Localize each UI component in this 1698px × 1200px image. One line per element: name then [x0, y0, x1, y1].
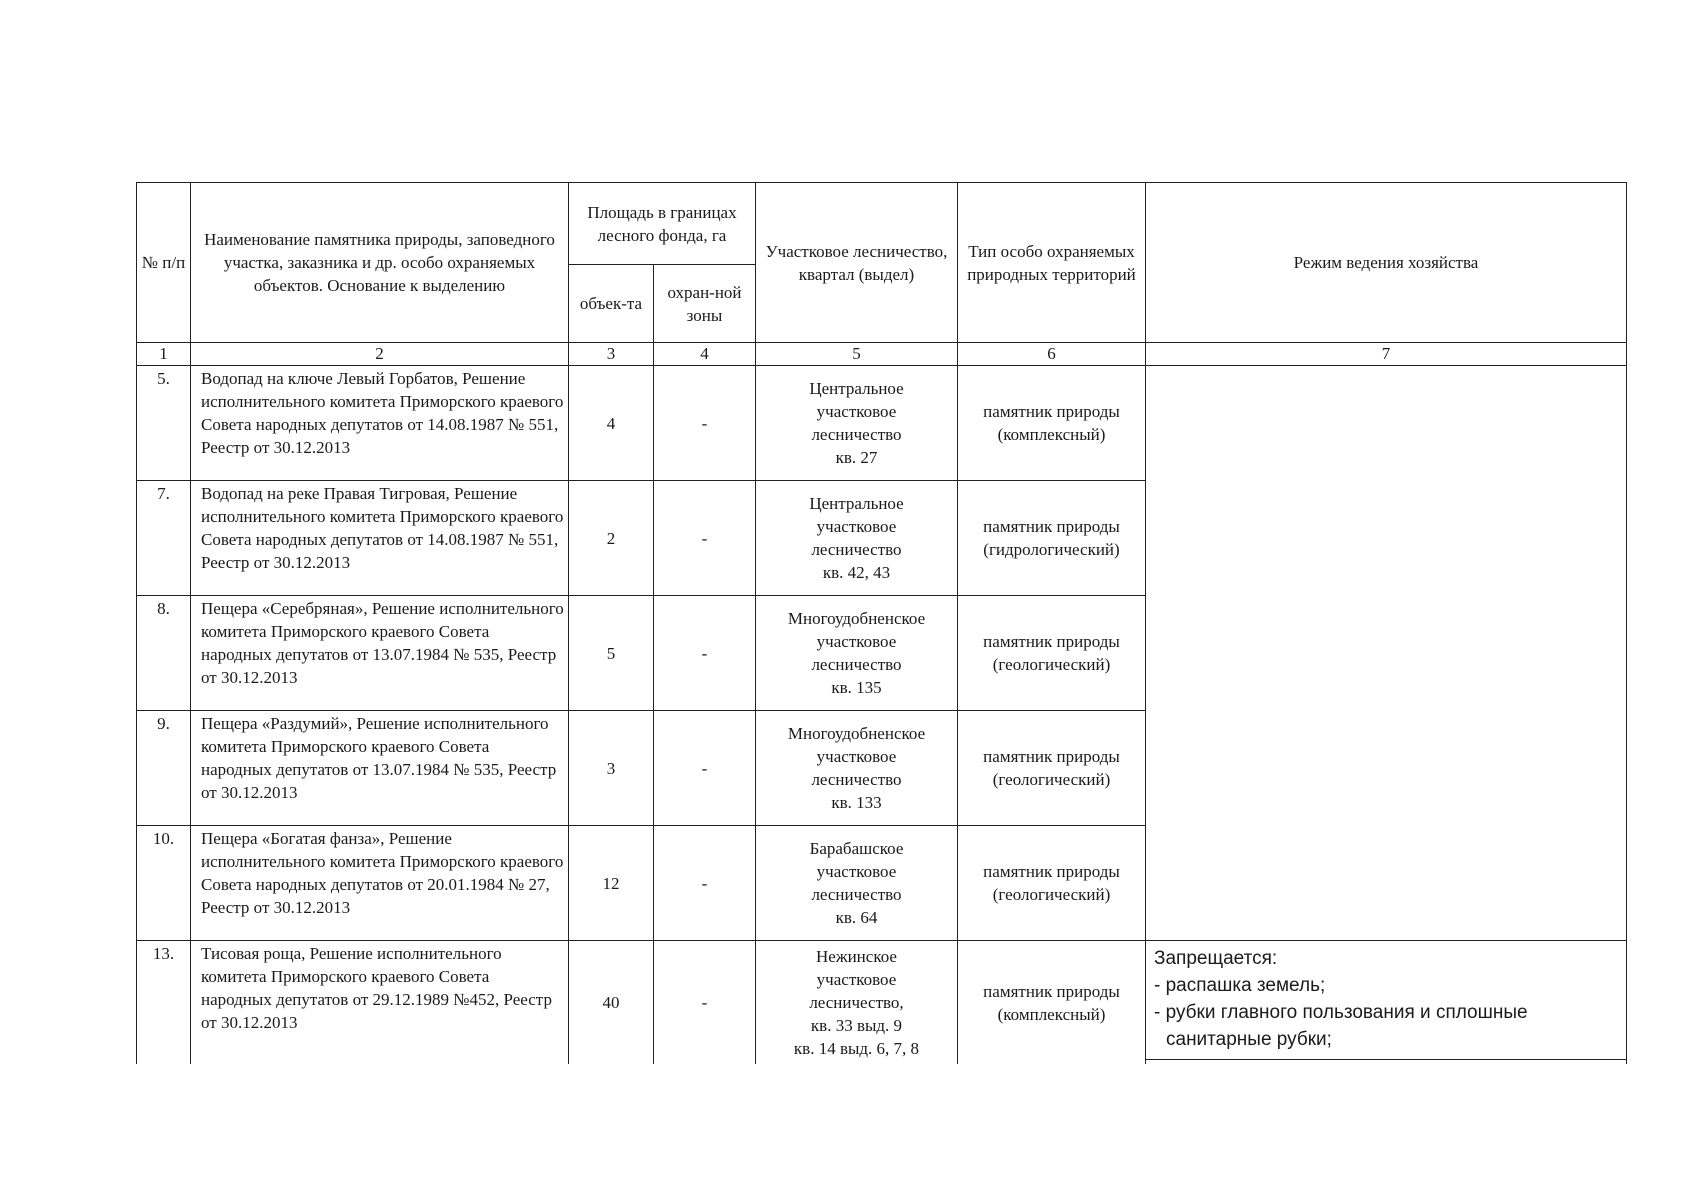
table-row — [137, 366, 1627, 481]
row-area-zone: - — [654, 711, 756, 826]
forestry-line: Многоудобненское — [787, 609, 926, 628]
forestry-line: участковое — [816, 747, 897, 766]
row-area-object: 3 — [569, 711, 654, 826]
regime-item: - распашка земель; — [1154, 975, 1326, 996]
row-forestry — [756, 941, 958, 1065]
table-header — [137, 183, 1627, 366]
column-number: 6 — [958, 343, 1146, 366]
forestry-line: кв. 33 выд. 9 — [810, 1016, 903, 1035]
forestry-line: Центральное — [809, 494, 904, 513]
forestry-line: участковое — [816, 970, 897, 989]
row-name: Тисовая роща, Решение исполнительного комитета Приморского краевого Совета народных депутатов от 29.12.1989 №452, Реестр от 30.12.2013 — [191, 941, 569, 1065]
forestry-line: лесничество, — [809, 993, 904, 1012]
row-name: Пещера «Серебряная», Решение исполнительного комитета Приморского краевого Совета народных депутатов от 13.07.1984 № 535, Реестр от 30.12.2013 — [191, 596, 569, 711]
type-line: (геологический) — [992, 885, 1111, 904]
forestry-line: лесничество — [811, 655, 902, 674]
row-area-zone: - — [654, 596, 756, 711]
row-type — [958, 826, 1146, 941]
row-number: 13. — [137, 941, 191, 1065]
forestry-line: кв. 27 — [835, 448, 878, 467]
row-number: 9. — [137, 711, 191, 826]
header-num: № п/п — [137, 183, 191, 343]
type-line: памятник природы — [983, 632, 1120, 651]
table-row — [137, 941, 1627, 1065]
type-line: памятник природы — [983, 402, 1120, 421]
type-line: памятник природы — [983, 862, 1120, 881]
row-type — [958, 596, 1146, 711]
regime-item: - рубки главного пользования и сплошные санитарные рубки; — [1154, 1002, 1528, 1050]
row-forestry — [756, 596, 958, 711]
type-line: (гидрологический) — [983, 540, 1120, 559]
column-number: 7 — [1146, 343, 1627, 366]
column-number-row — [137, 343, 1627, 366]
header-forestry: Участковое лесничество, квартал (выдел) — [756, 183, 958, 343]
row-number: 7. — [137, 481, 191, 596]
forestry-line: лесничество — [811, 425, 902, 444]
header-area: Площадь в границах лесного фонда, га — [569, 183, 756, 265]
row-forestry — [756, 366, 958, 481]
header-area-object: объек-та — [569, 265, 654, 343]
forestry-line: кв. 64 — [835, 908, 878, 927]
row-area-object: 40 — [569, 941, 654, 1065]
row-number: 5. — [137, 366, 191, 481]
header-name: Наименование памятника природы, заповедного участка, заказника и др. особо охраняемых объектов. Основание к выделению — [191, 183, 569, 343]
type-line: памятник природы — [983, 517, 1120, 536]
type-line: (комплексный) — [997, 1004, 1106, 1024]
row-area-object: 5 — [569, 596, 654, 711]
forestry-line: Барабашское — [809, 839, 904, 858]
row-type — [958, 481, 1146, 596]
row-area-zone: - — [654, 481, 756, 596]
regime-box — [1145, 940, 1627, 1060]
column-number: 4 — [654, 343, 756, 366]
row-forestry — [756, 826, 958, 941]
row-area-object: 12 — [569, 826, 654, 941]
column-number: 5 — [756, 343, 958, 366]
row-area-object: 2 — [569, 481, 654, 596]
forestry-line: Нежинское — [816, 947, 897, 966]
regime-title: Запрещается: — [1154, 948, 1278, 969]
row-number: 10. — [137, 826, 191, 941]
row-forestry — [756, 711, 958, 826]
row-name: Водопад на реке Правая Тигровая, Решение исполнительного комитета Приморского краевого Совета народных депутатов от 14.08.1987 № 551, Реестр от 30.12.2013 — [191, 481, 569, 596]
forestry-line: участковое — [816, 402, 897, 421]
forestry-line: кв. 133 — [831, 793, 882, 812]
header-type: Тип особо охраняемых природных территорий — [958, 183, 1146, 343]
row-name: Пещера «Раздумий», Решение исполнительного комитета Приморского краевого Совета народных депутатов от 13.07.1984 № 535, Реестр от 30.12.2013 — [191, 711, 569, 826]
forestry-line: кв. 135 — [831, 678, 882, 697]
header-regime: Режим ведения хозяйства — [1146, 183, 1627, 343]
forestry-line: Центральное — [809, 379, 904, 398]
row-number: 8. — [137, 596, 191, 711]
row-type — [958, 711, 1146, 826]
forestry-line: лесничество — [811, 885, 902, 904]
row-area-zone: - — [654, 941, 756, 1065]
forestry-line: участковое — [816, 862, 897, 881]
forestry-line: участковое — [816, 632, 897, 651]
type-line: (геологический) — [992, 655, 1111, 674]
document-table — [136, 182, 1627, 1064]
row-name: Пещера «Богатая фанза», Решение исполнительного комитета Приморского краевого Совета народных депутатов от 20.01.1984 № 27, Реестр от 30.12.2013 — [191, 826, 569, 941]
row-regime-empty — [1146, 366, 1627, 941]
row-area-object: 4 — [569, 366, 654, 481]
column-number: 2 — [191, 343, 569, 366]
row-area-zone: - — [654, 826, 756, 941]
type-line: памятник природы — [983, 981, 1120, 1001]
row-area-zone: - — [654, 366, 756, 481]
forestry-line: лесничество — [811, 770, 902, 789]
forestry-line: лесничество — [811, 540, 902, 559]
row-type — [958, 941, 1146, 1065]
column-number: 1 — [137, 343, 191, 366]
type-line: (геологический) — [992, 770, 1111, 789]
row-regime — [1146, 941, 1627, 1065]
type-line: памятник природы — [983, 747, 1120, 766]
forestry-line: кв. 14 выд. 6, 7, 8 — [793, 1039, 920, 1058]
row-forestry — [756, 481, 958, 596]
forestry-line: Многоудобненское — [787, 724, 926, 743]
forestry-line: участковое — [816, 517, 897, 536]
row-name: Водопад на ключе Левый Горбатов, Решение исполнительного комитета Приморского краевого Совета народных депутатов от 14.08.1987 № 551, Реестр от 30.12.2013 — [191, 366, 569, 481]
forestry-line: кв. 42, 43 — [822, 563, 891, 582]
column-number: 3 — [569, 343, 654, 366]
type-line: (комплексный) — [997, 425, 1106, 444]
header-area-zone: охран-ной зоны — [654, 265, 756, 343]
row-type — [958, 366, 1146, 481]
